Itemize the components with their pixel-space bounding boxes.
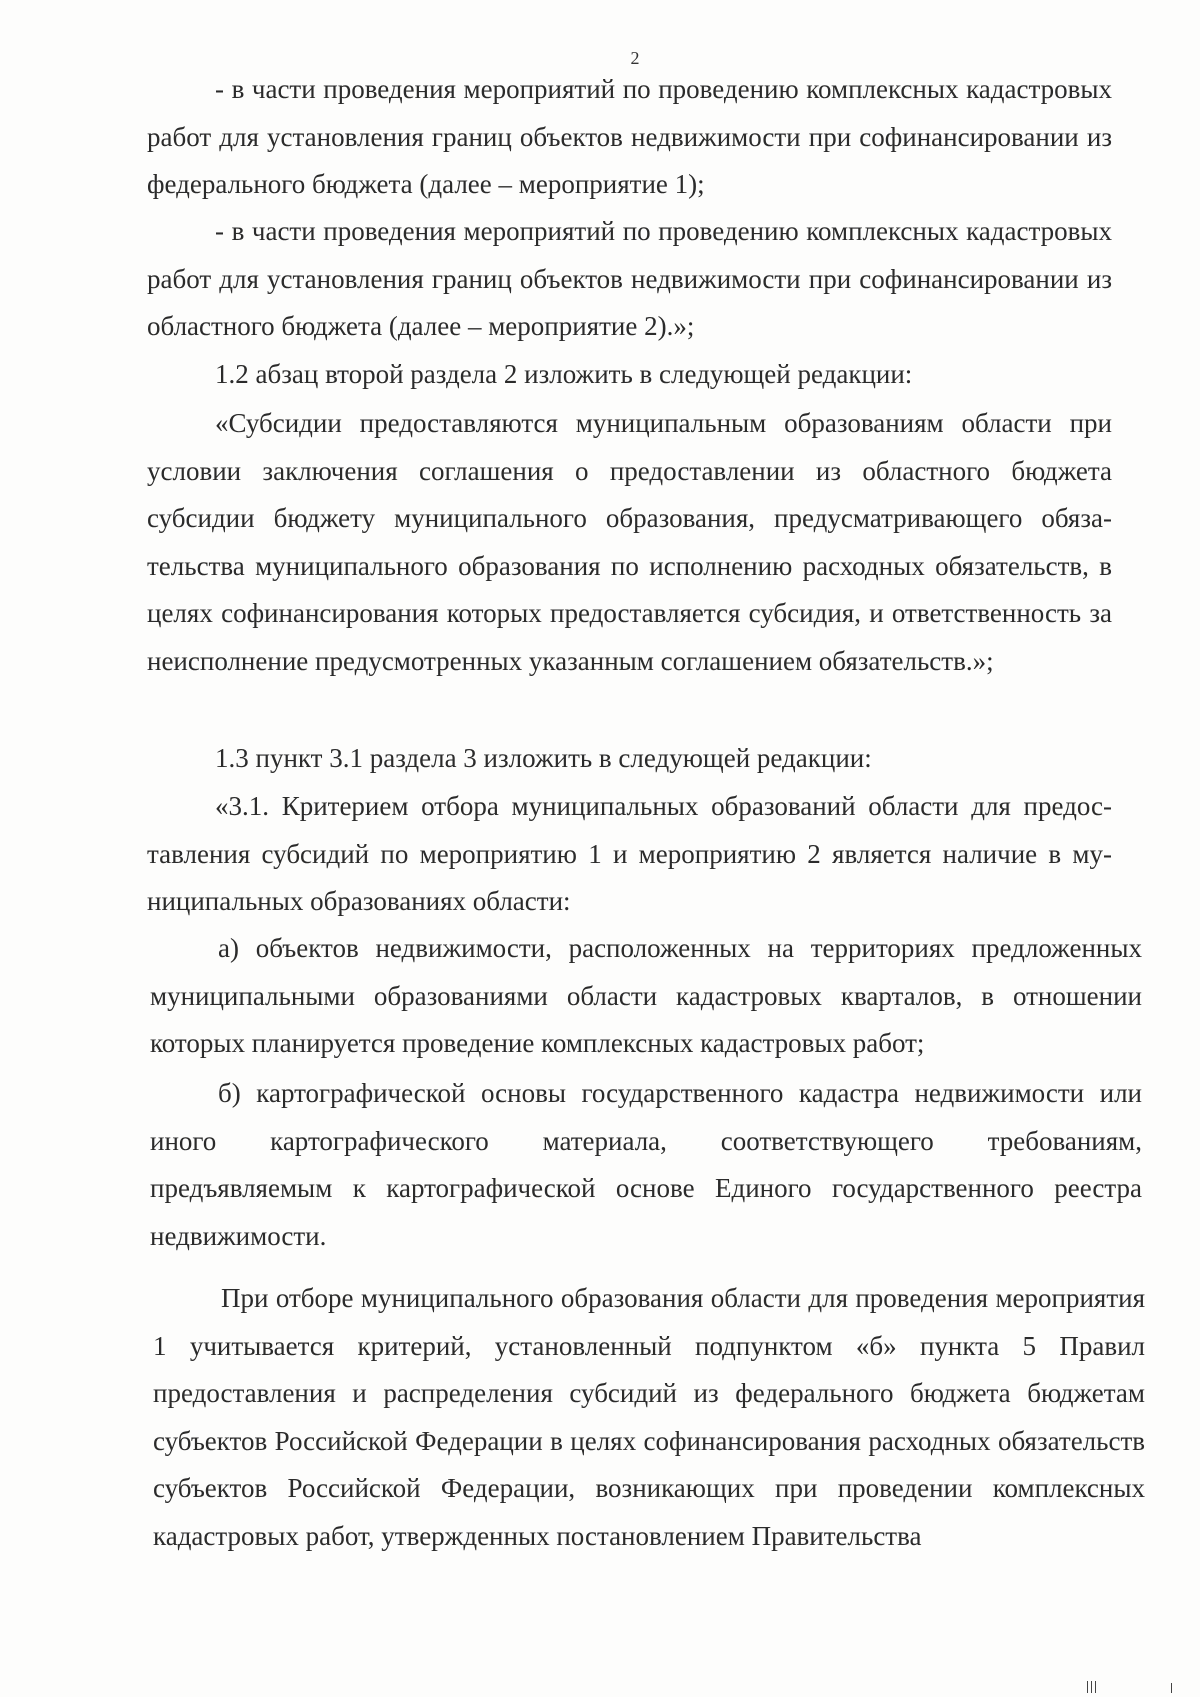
paragraph-1: - в части проведения мероприятий по проведению комплексных кадастровых работ для установления границ объектов недвижимости при софинансировании из федерального бюджета (далее – мероприятие 1);	[147, 74, 1112, 200]
paragraph-6: «3.1. Критерием отбора муниципальных образований области для предоставления субсидий по мероприятию 1 и мероприятию 2 является наличие в муниципальных образованиях области:	[147, 791, 1112, 917]
paragraph-2: - в части проведения мероприятий по проведению комплексных кадастровых работ для установления границ объектов недвижимости при софинансировании из областного бюджета (далее – мероприятие 2).»;	[147, 216, 1112, 342]
paragraph-8: б) картографической основы государственного кадастра недвижимости или иного картографического материала, соответствующего требованиям, предъявляемым к картографической основе Единого государственного реестра недвижимости.	[150, 1078, 1142, 1251]
paragraph-9: При отборе муниципального образования области для проведения мероприятия 1 учитывается критерий, установленный подпунктом «б» пункта 5 Правил предоставления и распределения субсидий из федерального бюджета бюджетам субъектов Российской Федерации в целях софинансирования расходных обязательств субъектов Российской Федерации, возникающих при проведении комплексных кадастровых работ, утвержденных постановлением Правительства	[153, 1283, 1145, 1551]
paragraph-3: 1.2 абзац второй раздела 2 изложить в следующей редакции:	[215, 359, 913, 389]
scan-mark	[1171, 1683, 1172, 1693]
paragraph-4: «Субсидии предоставляются муниципальным образованиям области при условии заключения соглашения о предоставлении из областного бюджета субсидии бюджету муниципального образования, предусматривающего обязательства муниципального образования по исполнению расходных обязательств, в целях софинансирования которых предоставляется субсидия, и ответственность за неисполнение предусмотренных указанным соглашением обязательств.»;	[147, 408, 1112, 676]
scan-mark	[1091, 1681, 1092, 1693]
paragraph-7: а) объектов недвижимости, расположенных на территориях предложенных муниципальными образованиями области кадастровых кварталов, в отношении которых планируется проведение комплексных кадастровых работ;	[150, 933, 1142, 1059]
paragraph-5: 1.3 пункт 3.1 раздела 3 изложить в следующей редакции:	[215, 743, 872, 773]
scan-mark	[1095, 1681, 1096, 1693]
page-number: 2	[630, 48, 640, 68]
scan-mark	[1087, 1681, 1088, 1693]
